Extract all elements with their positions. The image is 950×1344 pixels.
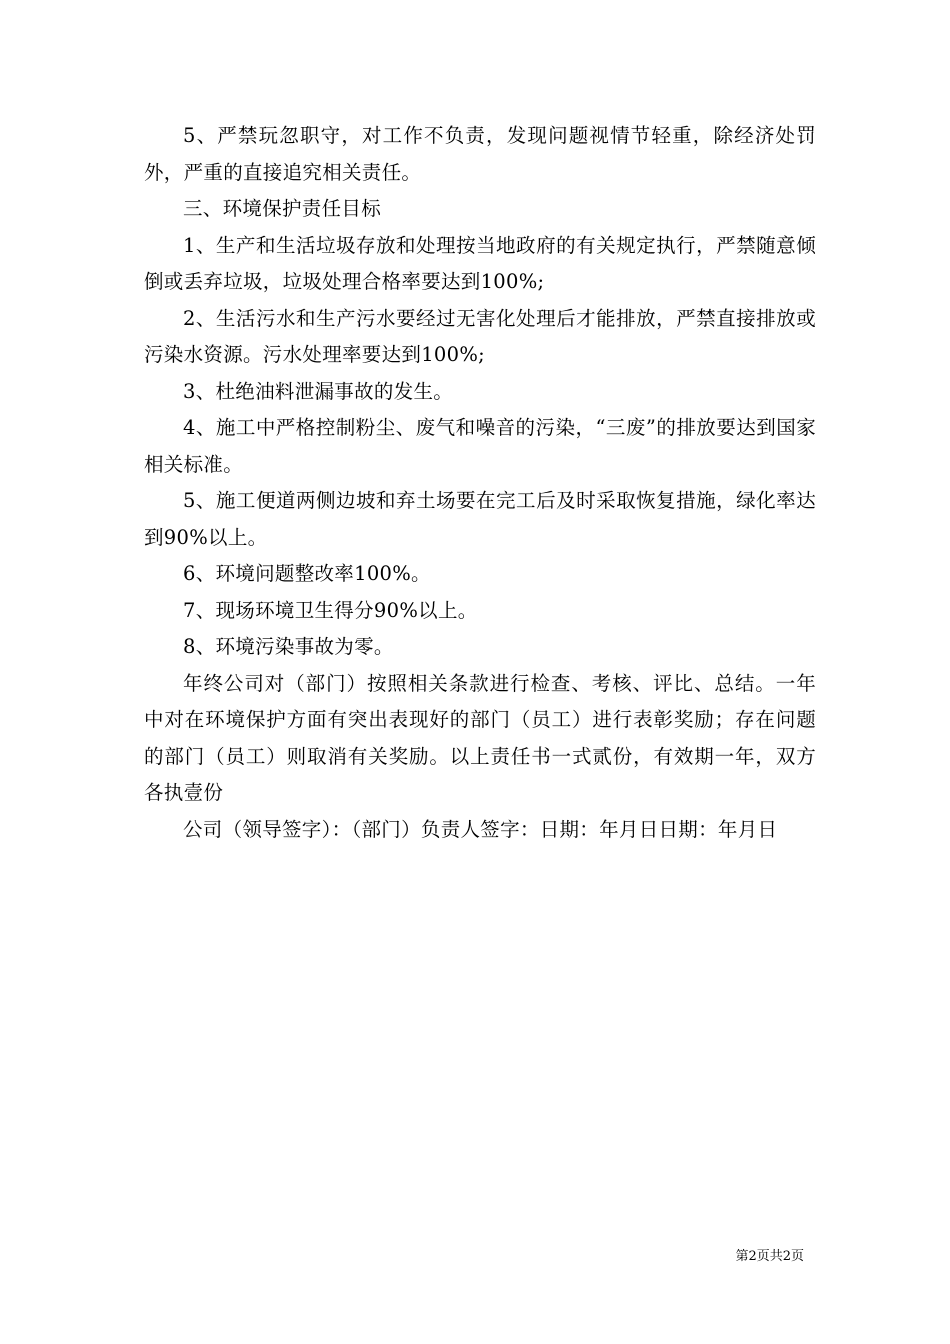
paragraph-goal-2: 2、生活污水和生产污水要经过无害化处理后才能排放，严禁直接排放或污染水资源。污水处理率要达到100%;: [144, 306, 816, 366]
paragraph-goal-5: 5、施工便道两侧边坡和弃土场要在完工后及时采取恢复措施，绿化率达到90%以上。: [144, 489, 816, 549]
paragraph-goal-8: 8、环境污染事故为零。: [183, 635, 394, 658]
paragraph-goal-4: 4、施工中严格控制粉尘、废气和噪音的污染，“三废”的排放要达到国家相关标准。: [144, 416, 816, 476]
paragraph-goal-7: 7、现场环境卫生得分90%以上。: [183, 598, 478, 622]
paragraph-goal-1: 1、生产和生活垃圾存放和处理按当地政府的有关规定执行，严禁随意倾倒或丢弃垃圾，垃圾处理合格率要达到100%;: [144, 233, 816, 293]
paragraph-goal-3: 3、杜绝油料泄漏事故的发生。: [183, 379, 454, 403]
page-number-footer: 第2页共2页: [735, 1249, 804, 1264]
paragraph-year-end-review: 年终公司对（部门）按照相关条款进行检查、考核、评比、总结。一年中对在环境保护方面有突出表现好的部门（员工）进行表彰奖励；存在问题的部门（员工）则取消有关奖励。以上责任书一式贰份，有效期一年，双方各执壹份: [144, 671, 816, 804]
document-body: [144, 118, 816, 848]
paragraph-penalty-clause-5: 5、严禁玩忽职守，对工作不负责，发现问题视情节轻重，除经济处罚外，严重的直接追究相关责任。: [144, 124, 816, 184]
paragraph-signature-line: 公司（领导签字）：（部门）负责人签字：日期：年月日日期：年月日: [183, 817, 778, 841]
section-heading-environmental-goals: 三、环境保护责任目标: [183, 197, 382, 220]
paragraph-goal-6: 6、环境问题整改率100%。: [183, 562, 431, 585]
